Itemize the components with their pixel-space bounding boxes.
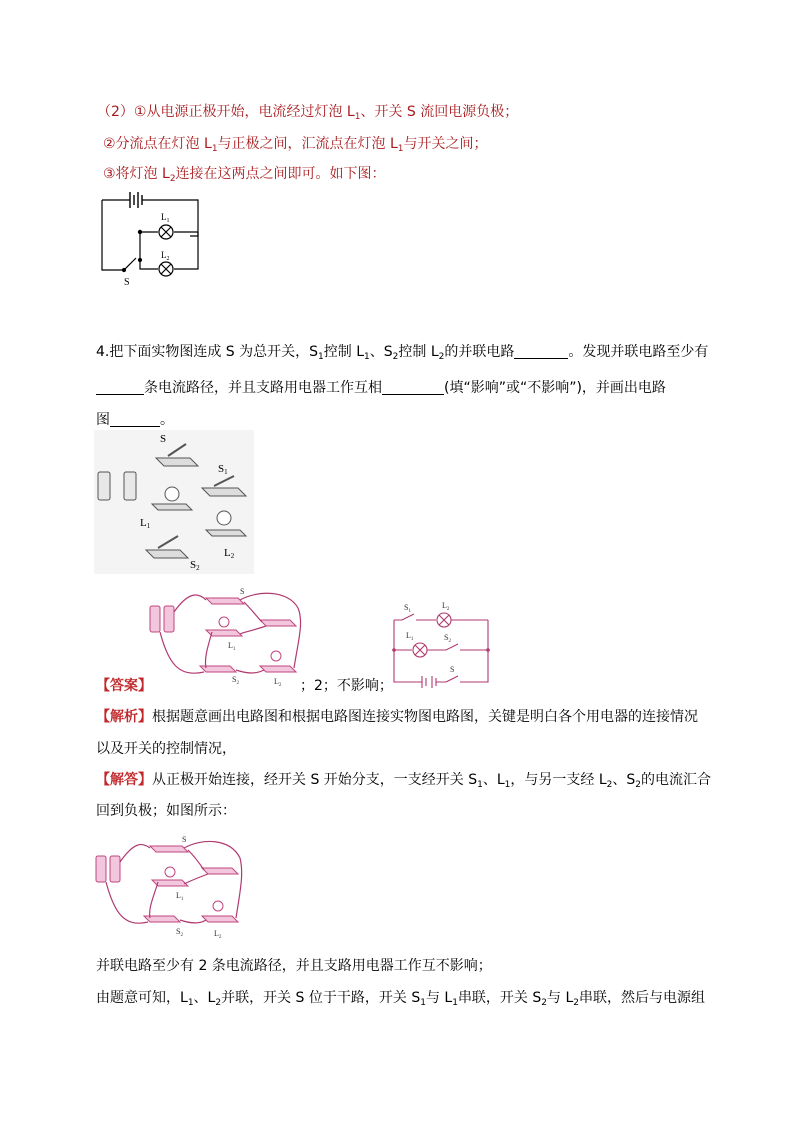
apparatus-label-l1: L1 [140,517,151,530]
sol2-line1: （2）①从电源正极开始，电流经过灯泡 $L_1$、开关 S 流回电源负极； [97,104,519,122]
apparatus-label-s2: S2 [190,559,200,572]
fig-label-l1: $L_1$ [161,212,170,224]
svg-text:L1: $L_1$ [228,641,236,652]
sol2-line3: ③将灯泡 $L_2$连接在这两点之间即可。如下图： [103,166,386,184]
fig-label-s: S [124,277,130,288]
apparatus-label-s: S [160,433,167,445]
svg-text:S2: $S_2$ [176,927,183,938]
fig-label-l2: $L_2$ [161,250,170,262]
solution-line3: 并联电路至少有 2 条电流路径，并且支路用电器工作互不影响； [96,958,492,974]
solution-wiring-picture [94,830,244,940]
svg-text:S: S [240,587,245,596]
answer-blank-2[interactable] [96,380,144,395]
sol2-line2: ②分流点在灯泡 $L_1$与正极之间，汇流点在灯泡 $L_1$与开关之间； [103,136,488,154]
apparatus-picture [94,430,254,574]
answer-line [96,676,152,696]
apparatus-label-s1: S1 [218,463,228,476]
analysis-line2: 以及开关的控制情况， [96,741,236,757]
answer-circuit-diagram [390,598,492,690]
analysis-line1: 【解析】根据题意画出电路图和根据电路图连接实物图电路图，关键是明白各个用电器的连接情况 [96,709,698,725]
svg-text:L1: $L_1$ [176,891,184,902]
answer-wiring-picture [148,582,308,688]
apparatus-label-l2: L2 [224,547,235,560]
svg-text:S1: $S_1$ [404,603,411,614]
svg-text:L1: $L_1$ [406,631,414,642]
answer-blank-3[interactable] [382,380,444,395]
solution-line2: 回到负极；如图所示： [96,803,236,819]
svg-text:S: S [182,835,187,844]
solution-line1: 【解答】从正极开始连接，经开关 S 开始分支，一支经开关 $S_1$、$L_1$，与另一支经 $L_2$、$S_2$的电流汇合 [96,772,712,790]
q4-line1: 4.把下面实物图连成 S 为总开关，$S_1$控制 $L_1$、$S_2$控制 $L_2$的并联电路 。发现并联电路至少有 [96,344,709,362]
svg-text:S: S [450,665,455,674]
solution-line4: 由题意可知，$L_1$、$L_2$并联，开关 S 位于干路，开关 $S_1$与 $L_1$串联，开关 $S_2$与 $L_2$串联，然后与电源组 [96,990,705,1008]
answer-tag: 【答案】 [96,678,152,694]
answer-blank-4[interactable] [110,412,160,427]
svg-text:L2: $L_2$ [442,601,450,612]
svg-text:L2: $L_2$ [214,929,222,940]
svg-text:S2: $S_2$ [444,633,451,644]
solution-tag: 【解答】 [96,772,152,788]
svg-text:L2: $L_2$ [274,677,282,688]
answer-blank-1[interactable] [514,344,568,359]
circuit-diagram-sol2 [96,190,206,290]
svg-text:S2: $S_2$ [232,675,239,686]
answer-text: ；2；不影响； [300,678,393,694]
q4-line2: 条电流路径，并且支路用电器工作互相 (填“影响”或“不影响”)，并画出电路 [96,378,666,398]
analysis-tag: 【解析】 [96,709,152,725]
q4-line3: 图 。 [96,412,174,428]
